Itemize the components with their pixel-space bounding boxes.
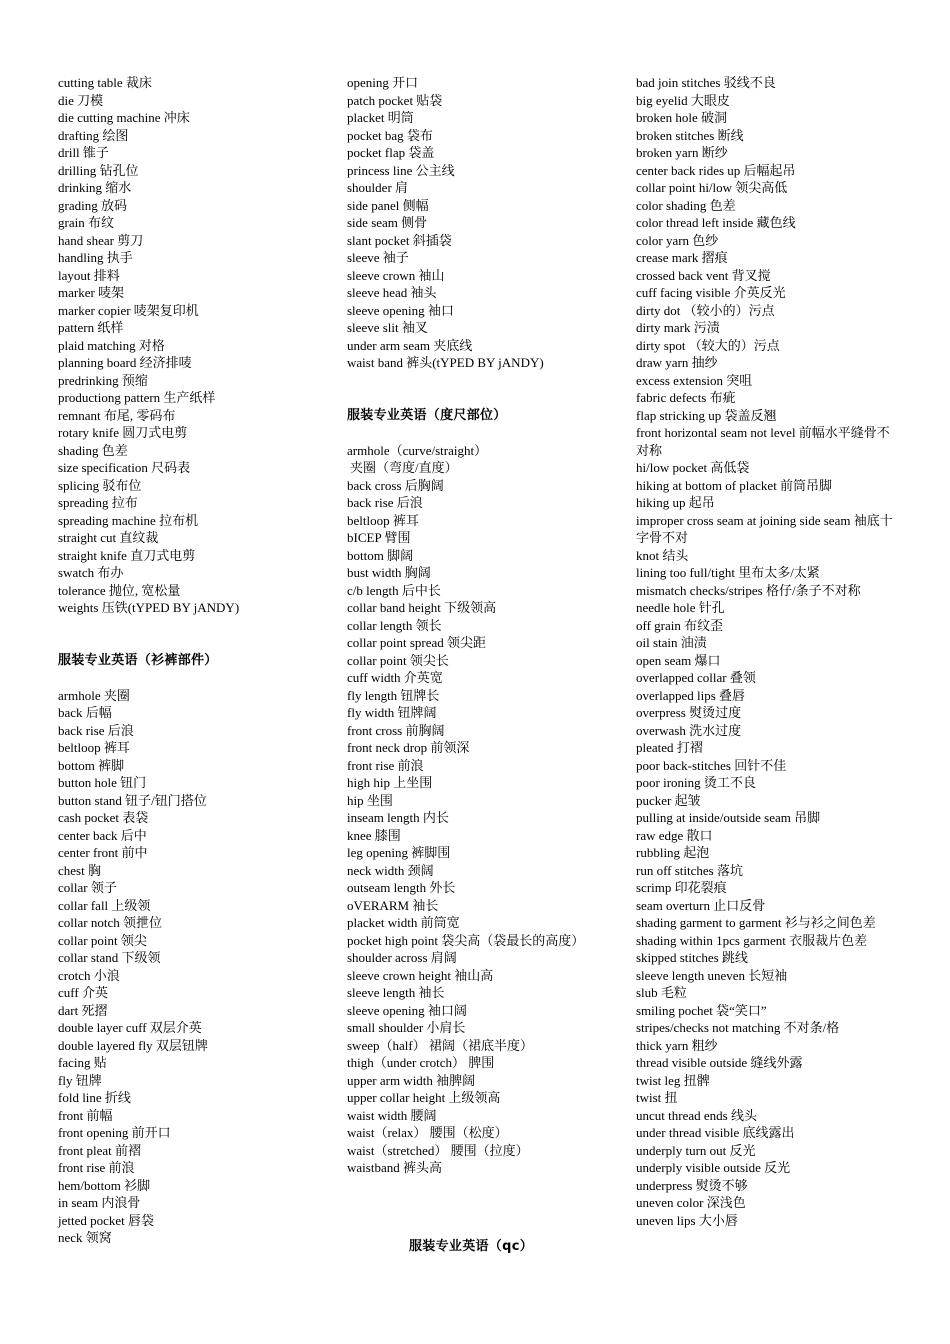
heading-measurement-points: 服装专业英语（度尺部位）: [347, 407, 507, 423]
term-item: front rise 前浪: [58, 1160, 135, 1175]
term-item: fold line 折线: [58, 1090, 131, 1105]
term-item: opening 开口: [347, 75, 419, 90]
defect-item: sleeve length uneven 长短袖: [636, 967, 788, 983]
defect-item: cuff facing visible 介英反光: [636, 285, 786, 300]
term-item: hip 坐围: [347, 792, 393, 808]
defect-item: underply visible outside 反光: [636, 1160, 791, 1175]
term-item: upper collar height 上级领高: [347, 1090, 501, 1105]
defect-item: hi/low pocket 高低袋: [636, 460, 750, 475]
defect-item: pucker 起皱: [636, 792, 701, 808]
defect-item: color shading 色差: [636, 197, 736, 213]
cutting-room-terms-list: [58, 74, 328, 617]
term-item: beltloop 裤耳: [347, 512, 419, 528]
term-item: button hole 钮门: [58, 775, 147, 790]
term-item: center front 前中: [58, 845, 148, 860]
term-item: center back 后中: [58, 827, 147, 843]
term-item: in seam 内浪骨: [58, 1195, 141, 1210]
term-item: collar point 领尖: [58, 932, 147, 948]
term-item: bust width 胸阔: [347, 565, 431, 580]
term-item: remnant 布尾, 零码布: [58, 407, 176, 423]
garment-parts-list-continued: [347, 74, 605, 372]
term-item: drafting 绘图: [58, 127, 129, 143]
term-item: drilling 钻孔位: [58, 162, 139, 178]
defect-item: slub 毛粒: [636, 985, 687, 1000]
term-item: shoulder across 肩阔: [347, 950, 457, 965]
qc-defects-list: [636, 74, 894, 1229]
defect-item: underply turn out 反光: [636, 1142, 756, 1158]
term-item: die 刀模: [58, 92, 104, 108]
term-item: beltloop 裤耳: [58, 740, 130, 755]
term-item: straight knife 直刀式电剪: [58, 547, 196, 563]
term-item: side seam 侧骨: [347, 215, 428, 230]
term-item: sweep（half） 裙阔（裙底半度）: [347, 1037, 533, 1053]
term-item: placket 明筒: [347, 110, 414, 125]
defect-item: thick yarn 粗纱: [636, 1037, 718, 1053]
defect-item: overwash 洗水过度: [636, 722, 742, 738]
term-item: sleeve head 袖头: [347, 285, 437, 300]
garment-parts-list: [58, 687, 328, 1247]
defect-item: scrimp 印花裂痕: [636, 880, 727, 895]
term-item: upper arm width 袖脾阔: [347, 1072, 476, 1088]
defect-item: pulling at inside/outside seam 吊脚: [636, 810, 821, 825]
term-item: rotary knife 圆刀式电剪: [58, 425, 188, 440]
term-item: front opening 前开口: [58, 1125, 171, 1140]
term-item: outseam length 外长: [347, 880, 456, 895]
term-item: collar fall 上级领: [58, 897, 151, 913]
term-item: predrinking 预缩: [58, 372, 148, 388]
term-item: bottom 脚阔: [347, 547, 414, 563]
term-item: plaid matching 对格: [58, 337, 165, 353]
term-item: inseam length 内长: [347, 810, 449, 825]
defect-item: improper cross seam at joining side seam 袖底十字骨不对: [636, 512, 893, 545]
term-item: cuff 介英: [58, 985, 108, 1000]
term-item: waistband 裤头高: [347, 1160, 442, 1175]
term-item: leg opening 裤脚围: [347, 845, 451, 860]
term-item: sleeve opening 袖口: [347, 302, 454, 318]
term-item: cash pocket 表袋: [58, 810, 149, 825]
term-item: waist band 裤头(tYPED BY jANDY): [347, 355, 544, 370]
term-item: front neck drop 前领深: [347, 740, 470, 755]
term-item: spreading machine 拉布机: [58, 512, 199, 528]
term-item: double layer cuff 双层介英: [58, 1020, 202, 1035]
term-item: sleeve slit 袖叉: [347, 320, 428, 335]
defect-item: crossed back vent 背叉搅: [636, 267, 771, 283]
spacer: [347, 424, 605, 442]
term-item: sleeve 袖子: [347, 250, 409, 265]
term-item: back cross 后胸阔: [347, 477, 444, 493]
term-item: grain 布纹: [58, 215, 114, 230]
term-item: planning board 经济排唛: [58, 355, 192, 370]
heading-qc: 服装专业英语（qc）: [409, 1239, 534, 1254]
term-item: crotch 小浪: [58, 967, 120, 983]
term-item: neck 领窝: [58, 1230, 112, 1245]
term-item: jetted pocket 唇袋: [58, 1212, 155, 1228]
defect-item: thread visible outside 缝线外露: [636, 1055, 803, 1070]
heading-garment-parts: 服装专业英语（衫裤部件）: [58, 652, 218, 668]
measurement-points-list: [347, 477, 605, 932]
defect-item: crease mark 摺痕: [636, 250, 728, 265]
defect-item: dirty mark 污渍: [636, 320, 720, 335]
term-item: placket width 前筒宽: [347, 915, 460, 930]
term-item: marker 唛架: [58, 285, 125, 300]
defect-item: flap stricking up 袋盖反翘: [636, 407, 777, 423]
term-item: sleeve opening 袖口阔: [347, 1002, 467, 1018]
defect-item: uneven color 深浅色: [636, 1195, 746, 1210]
defect-item: open seam 爆口: [636, 652, 721, 668]
term-item: drill 锥子: [58, 145, 109, 160]
term-item: dart 死摺: [58, 1002, 108, 1018]
term-item: waist（stretched） 腰围（拉度）: [347, 1142, 529, 1158]
defect-item: hiking at bottom of placket 前筒吊脚: [636, 477, 833, 493]
defect-item: broken stitches 断线: [636, 127, 744, 143]
column-2: [347, 74, 605, 1177]
term-item: armhole 夹圈: [58, 687, 130, 703]
defect-item: collar point hi/low 领尖高低: [636, 180, 788, 195]
defect-item: overpress 熨烫过度: [636, 705, 742, 720]
term-item: cuff width 介英宽: [347, 670, 443, 685]
term-item: neck width 颈阔: [347, 862, 434, 878]
term-item: princess line 公主线: [347, 162, 455, 178]
term-item: double layered fly 双层钮牌: [58, 1037, 208, 1053]
term-item: splicing 驳布位: [58, 477, 142, 493]
defect-item: shading garment to garment 衫与衫之间色差: [636, 915, 876, 930]
spacer: [58, 669, 328, 687]
term-item: handling 执手: [58, 250, 133, 265]
defect-item: center back rides up 后幅起吊: [636, 162, 796, 178]
term-item: marker copier 唛架复印机: [58, 302, 199, 318]
term-item: knee 膝围: [347, 827, 401, 843]
defect-item: overlapped collar 叠领: [636, 670, 756, 685]
term-item: pocket bag 袋布: [347, 127, 433, 143]
column-3: [636, 74, 894, 1229]
defect-item: oil stain 油渍: [636, 635, 707, 650]
defect-item: draw yarn 抽纱: [636, 355, 718, 370]
term-item: straight cut 直纹裁: [58, 530, 159, 545]
term-item: back rise 后浪: [347, 495, 423, 510]
defect-item: rubbling 起泡: [636, 845, 710, 860]
term-item: swatch 布办: [58, 565, 124, 580]
term-item: sleeve crown 袖山: [347, 267, 445, 283]
term-item: shading 色差: [58, 442, 128, 458]
defect-item: shading within 1pcs garment 衣服裁片色差: [636, 932, 868, 948]
term-item: size specification 尺码表: [58, 460, 191, 475]
term-item: sleeve crown height 袖山高: [347, 967, 494, 983]
term-item: shoulder 肩: [347, 180, 409, 195]
term-item: collar stand 下级领: [58, 950, 161, 965]
defect-item: run off stitches 落坑: [636, 862, 743, 878]
spacer: [58, 617, 328, 652]
defect-item: pleated 打褶: [636, 740, 703, 755]
term-item: pattern 纸样: [58, 320, 124, 335]
term-item: fly 钮牌: [58, 1072, 102, 1088]
term-item: thigh（under crotch） 脾围: [347, 1055, 495, 1070]
term-item: under arm seam 夹底线: [347, 337, 473, 353]
term-item: fly length 钮牌长: [347, 687, 440, 703]
term-item: spreading 拉布: [58, 495, 138, 510]
defect-item: dirty dot （较小的）污点: [636, 302, 775, 318]
term-item: small shoulder 小肩长: [347, 1020, 466, 1035]
term-item: chest 胸: [58, 862, 101, 878]
term-item: bICEP 臂围: [347, 530, 411, 545]
column-1: [58, 74, 328, 1247]
term-item: high hip 上坐围: [347, 775, 433, 790]
term-item: collar notch 领抴位: [58, 915, 162, 930]
defect-item: overlapped lips 叠唇: [636, 687, 746, 703]
term-item: bottom 裤脚: [58, 757, 125, 773]
term-item: hem/bottom 衫脚: [58, 1177, 151, 1193]
defect-item: mismatch checks/stripes 格仔/条子不对称: [636, 582, 861, 598]
defect-item: poor ironing 烫工不良: [636, 775, 756, 790]
term-item: oVERARM 袖长: [347, 897, 439, 913]
defect-item: seam overturn 止口反骨: [636, 897, 766, 913]
term-item: collar length 领长: [347, 617, 442, 633]
defect-item: color yarn 色纱: [636, 232, 719, 248]
spacer: [347, 372, 605, 407]
term-item: waist width 腰阔: [347, 1107, 437, 1123]
defect-item: color thread left inside 藏色线: [636, 215, 796, 230]
defect-item: uneven lips 大小唇: [636, 1212, 738, 1228]
term-item: collar point spread 领尖距: [347, 635, 486, 650]
defect-item: big eyelid 大眼皮: [636, 92, 730, 108]
defect-item: skipped stitches 跳线: [636, 950, 748, 965]
term-item: back 后幅: [58, 705, 112, 720]
measurement-points-list-continued: [347, 949, 605, 1177]
defect-item: twist leg 扭髀: [636, 1072, 710, 1088]
defect-item: smiling pochet 袋“笑口”: [636, 1002, 767, 1018]
term-item: side panel 侧幅: [347, 197, 429, 213]
term-item: tolerance 抛位, 宽松量: [58, 582, 181, 598]
term-item: fly width 钮牌阔: [347, 705, 437, 720]
defect-item: front horizontal seam not level 前幅水平缝骨不对称: [636, 425, 890, 458]
term-item: front 前幅: [58, 1107, 113, 1123]
term-item: layout 排料: [58, 267, 120, 283]
defect-item: underpress 熨烫不够: [636, 1177, 748, 1193]
term-item: collar band height 下级领高: [347, 600, 497, 615]
term-armhole-translation: 夹圈（弯度/直度）: [350, 460, 458, 475]
term-armhole: armhole（curve/straight）: [347, 442, 488, 458]
defect-item: uncut thread ends 线头: [636, 1107, 757, 1123]
defect-item: lining too full/tight 里布太多/太紧: [636, 565, 820, 580]
term-item: collar 领子: [58, 880, 117, 895]
defect-item: off grain 布纹歪: [636, 617, 724, 633]
term-item: hand shear 剪刀: [58, 232, 144, 248]
defect-item: dirty spot （较大的）污点: [636, 337, 780, 353]
defect-item: hiking up 起吊: [636, 495, 715, 510]
defect-item: fabric defects 布疵: [636, 390, 736, 405]
term-item: patch pocket 贴袋: [347, 92, 443, 108]
defect-item: stripes/checks not matching 不对条/格: [636, 1020, 840, 1035]
term-item: c/b length 后中长: [347, 582, 441, 598]
term-item: cutting table 裁床: [58, 75, 152, 90]
term-item: sleeve length 袖长: [347, 985, 445, 1000]
defect-item: needle hole 针孔: [636, 600, 725, 615]
term-item: collar point 领尖长: [347, 652, 449, 668]
term-item: die cutting machine 冲床: [58, 110, 190, 125]
term-item: front pleat 前褶: [58, 1142, 142, 1158]
term-pocket-high-point: pocket high point 袋尖高（袋最长的高度）: [347, 932, 585, 948]
term-item: facing 贴: [58, 1055, 107, 1070]
term-item: button stand 钮子/钮门搭位: [58, 792, 207, 808]
term-item: front cross 前胸阔: [347, 722, 445, 738]
term-item: weights 压铁(tYPED BY jANDY): [58, 600, 240, 615]
term-item: grading 放码: [58, 197, 127, 213]
defect-item: under thread visible 底线露出: [636, 1125, 795, 1140]
defect-item: raw edge 散口: [636, 827, 713, 843]
defect-item: bad join stitches 驳线不良: [636, 75, 776, 90]
defect-item: broken hole 破洞: [636, 110, 727, 125]
defect-item: broken yarn 断纱: [636, 145, 728, 160]
term-item: front rise 前浪: [347, 757, 424, 773]
term-item: waist（relax） 腰围（松度）: [347, 1125, 508, 1140]
term-item: productiong pattern 生产纸样: [58, 390, 216, 405]
defect-item: twist 扭: [636, 1090, 678, 1105]
term-item: slant pocket 斜插袋: [347, 232, 452, 248]
term-item: pocket flap 袋盖: [347, 145, 435, 160]
term-item: back rise 后浪: [58, 722, 134, 738]
defect-item: knot 结头: [636, 547, 689, 563]
defect-item: excess extension 突咀: [636, 372, 753, 388]
term-item: drinking 缩水: [58, 180, 132, 195]
defect-item: poor back-stitches 回针不佳: [636, 757, 787, 773]
